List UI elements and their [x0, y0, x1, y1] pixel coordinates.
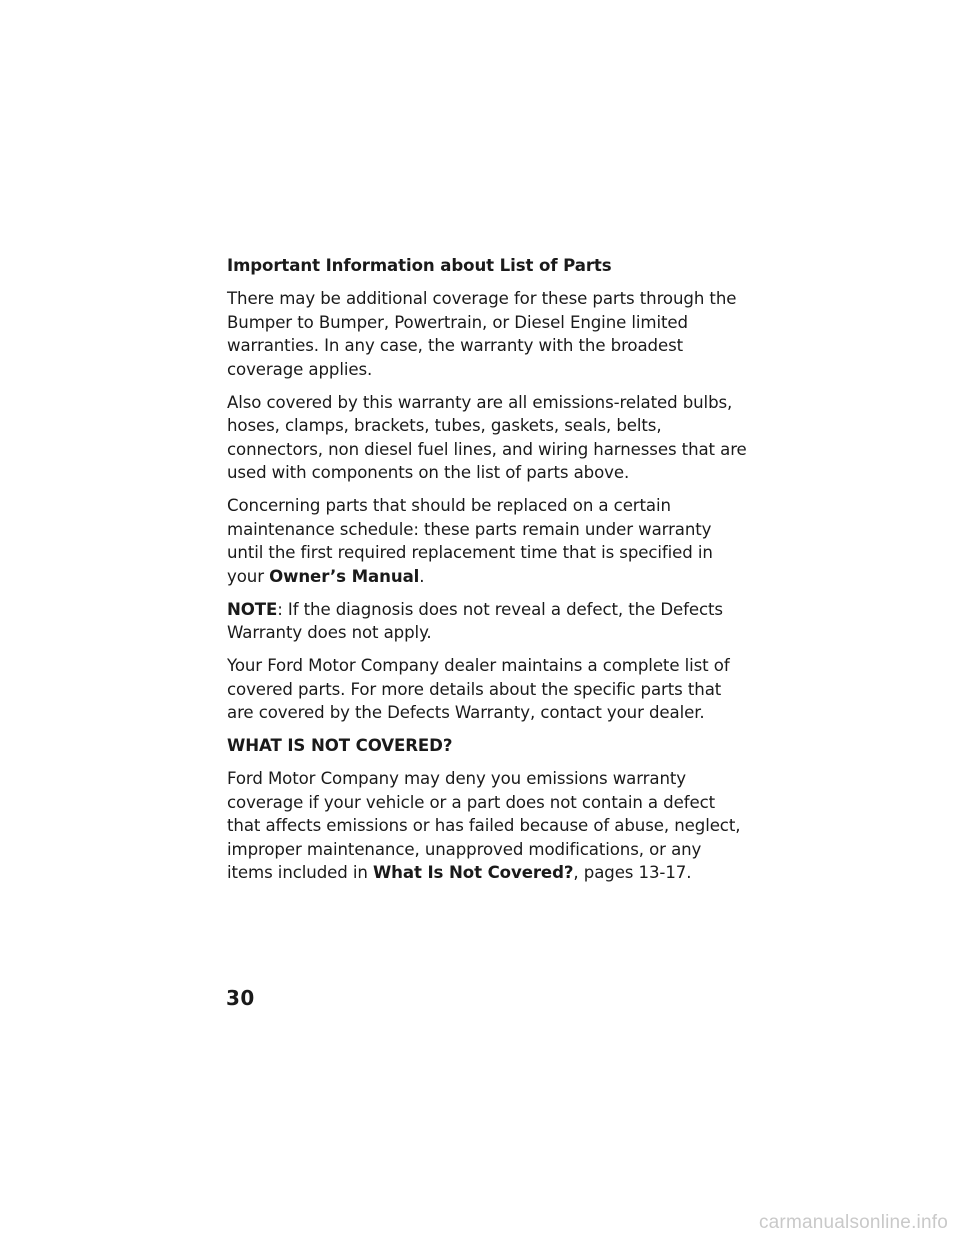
maintenance-text: Concerning parts that should be replaced on a certain maintenance schedule: these parts remain under warranty until the first required replacement time that is specified in your: [227, 496, 713, 586]
page-content: [227, 254, 747, 894]
maintenance-end: .: [419, 566, 425, 586]
not-covered-reference: What Is Not Covered?: [372, 863, 574, 882]
section-heading-list-of-parts: Important Information about List of Parts: [227, 256, 612, 275]
owners-manual-reference: Owner’s Manual: [269, 566, 420, 586]
paragraph-deny-coverage: [227, 767, 747, 885]
note-text: : If the diagnosis does not reveal a defect, the Defects Warranty does not apply.: [227, 599, 723, 642]
note-label: NOTE: [227, 599, 278, 619]
paragraph-maintenance-schedule: [227, 494, 747, 588]
watermark: carmanualsonline.info: [758, 1212, 948, 1233]
paragraph-additional-coverage: There may be additional coverage for these parts through the Bumper to Bumper, Powertrain, or Diesel Engine limited warranties. In any case, the warranty with the broadest coverage applies.: [227, 289, 737, 379]
page-number: 30: [226, 986, 255, 1010]
paragraph-also-covered: Also covered by this warranty are all emissions-related bulbs, hoses, clamps, brackets, tubes, gaskets, seals, belts, connectors, non diesel fuel lines, and wiring harnesses that are used with components on the list of parts above.: [227, 392, 747, 482]
paragraph-dealer-list: Your Ford Motor Company dealer maintains a complete list of covered parts. For more details about the specific parts that are covered by the Defects Warranty, contact your dealer.: [227, 656, 730, 722]
deny-coverage-text: Ford Motor Company may deny you emissions warranty coverage if your vehicle or a part does not contain a defect that affects emissions or has failed because of abuse, neglect, improper maintenance, unapproved modifications, or any items included in: [227, 769, 741, 882]
section-heading-not-covered: WHAT IS NOT COVERED?: [227, 736, 453, 755]
paragraph-note: [227, 598, 747, 645]
deny-coverage-end: , pages 13-17.: [573, 863, 692, 882]
